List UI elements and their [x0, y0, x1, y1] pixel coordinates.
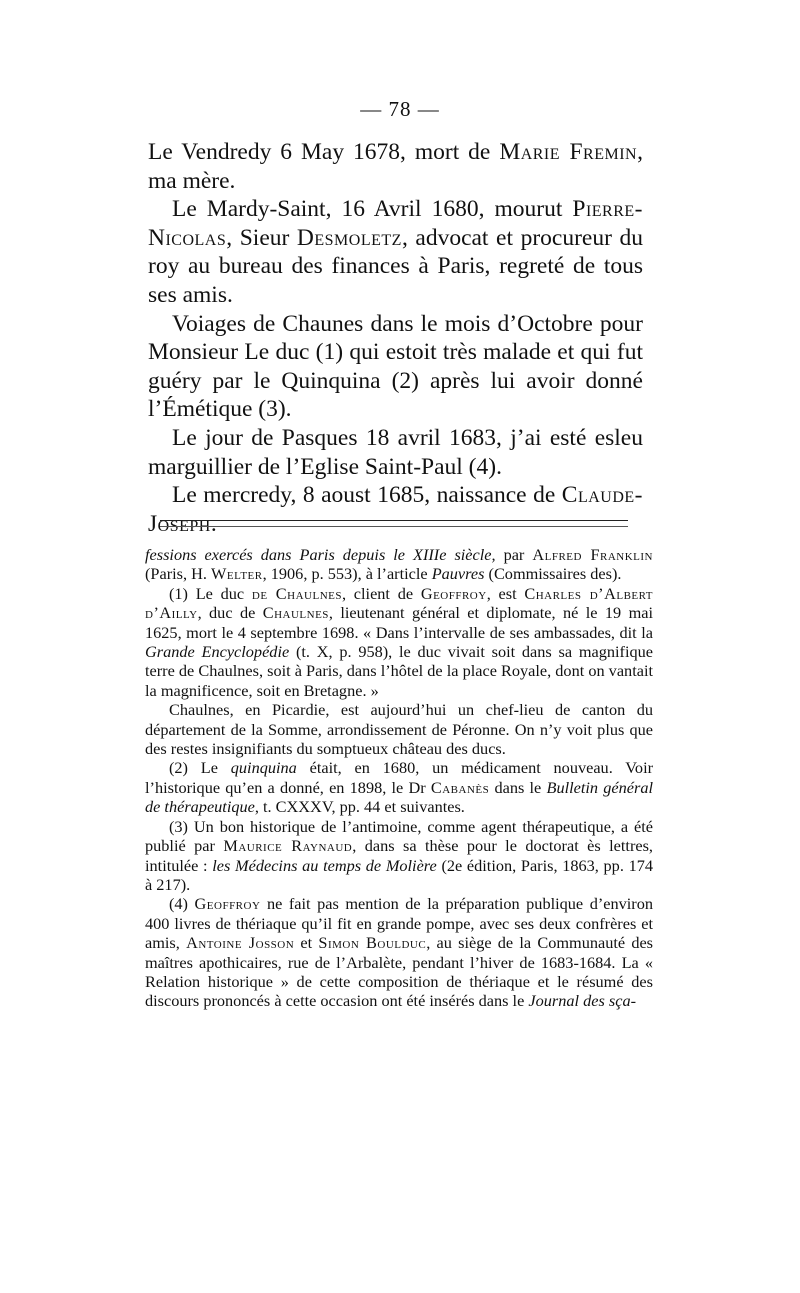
footnotes: [145, 545, 653, 1011]
paragraph-death-marie-fremin: Le Vendredy 6 May 1678, mort de Marie Fremin, ma mère.: [148, 139, 643, 194]
person-name: Claude-Joseph: [148, 482, 643, 537]
footnote-2: (2) Le quinquina était, en 1680, un médicament nouveau. Voir l’historique qu’en a donné, en 1898, le Dr Cabanès dans le Bulletin général de thérapeutique, t. CXXXV, pp. 44 et suivantes.: [145, 758, 654, 817]
person-name: Desmoletz: [296, 224, 402, 251]
paragraph-birth-claude-joseph: Le mercredy, 8 aoust 1685, naissance de Claude-Joseph.: [148, 482, 643, 537]
separator-rule: [160, 520, 628, 521]
footnote-3: (3) Un bon historique de l’antimoine, comme agent thérapeutique, a été publié par Maurice Raynaud, dans sa thèse pour le doctorat ès lettres, intitulée : les Médecins au temps de Molière (2e édition, Paris, 1863, pp. 174 à 217).: [145, 816, 654, 894]
person-name: Pierre-Nicolas: [148, 196, 643, 251]
person-name: Marie Fremin: [499, 139, 638, 165]
footnote-4: (4) Geoffroy ne fait pas mention de la préparation publique d’environ 400 livres de thériaque qu’il fit en grande pompe, avec ses deux confrères et amis, Antoine Josson et Simon Boulduc, au siège de la Communauté des maîtres apothicaires, rue de l’Arbalète, pendant l’hiver de 1683-1684. La « Relation historique » de cette composition de thériaque et le résumé des discours prononcés à cette occasion ont été insérés dans le Journal des sça-: [145, 894, 654, 1011]
paragraph-voyages-chaunes: Voiages de Chaunes dans le mois d’Octobre pour Monsieur Le duc (1) qui estoit très malade et qui fut guéry par le Quinquina (2) après lui avoir donné l’Émétique (3).: [148, 310, 643, 423]
footnote-1: (1) Le duc de Chaulnes, client de Geoffroy, est Charles d’Albert d’Ailly, duc de Chaulnes, lieutenant général et diplomate, né le 19 mai 1625, mort le 4 septembre 1698. « Dans l’intervalle de ses ambassades, dit la Grande Encyclopédie (t. X, p. 958), le duc vivait soit dans sa magnifique terre de Chaulnes, soit à Paris, dans l’hôtel de la place Royale, dont on vantait la magnificence, soit en Bretagne. »: [145, 583, 654, 700]
paragraph-marguillier: Le jour de Pasques 18 avril 1683, j’ai esté esleu marguillier de l’Eglise Saint-Paul (4).: [148, 424, 643, 480]
separator-rule-thin: [160, 526, 628, 527]
main-text: [148, 138, 643, 538]
footnote-1-continued: Chaulnes, en Picardie, est aujourd’hui un chef-lieu de canton du département de la Somme, arrondissement de Péronne. On n’y voit plus que des restes insignifiants du somptueux château des ducs.: [145, 700, 653, 759]
paragraph-death-pierre-nicolas: Le Mardy-Saint, 16 Avril 1680, mourut Pierre-Nicolas, Sieur Desmoletz, advocat et procureur du roy au bureau des finances à Paris, regreté de tous ses amis.: [148, 196, 643, 308]
page-number: — 78 —: [360, 97, 440, 121]
footnote-continuation: fessions exercés dans Paris depuis le XIIIe siècle, par Alfred Franklin (Paris, H. Welter, 1906, p. 553), à l’article Pauvres (Commissaires des).: [145, 545, 653, 584]
